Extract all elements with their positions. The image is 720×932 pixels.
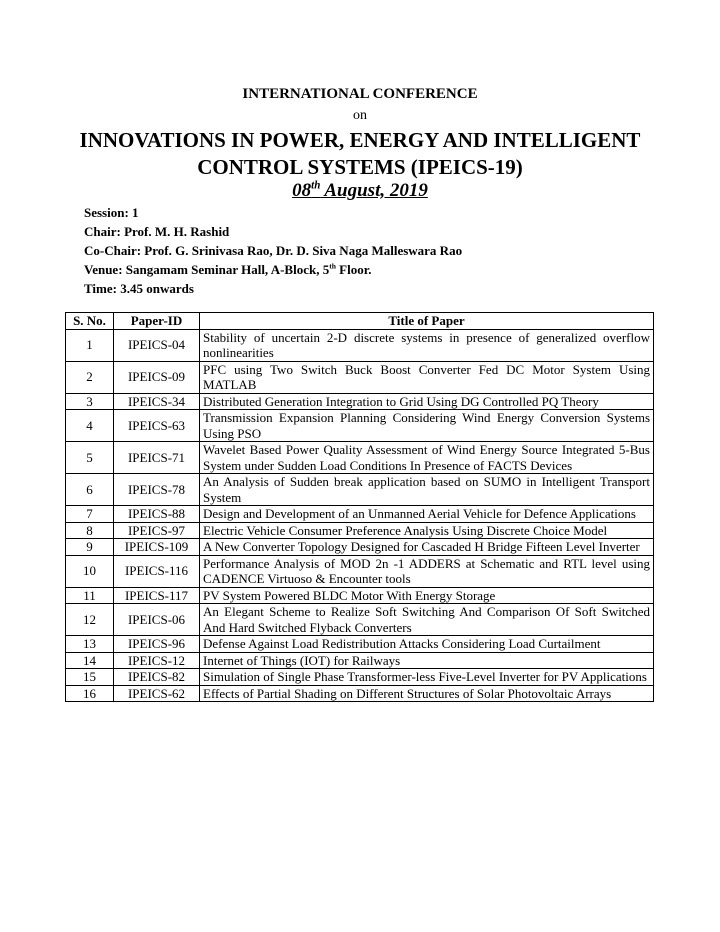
- cell-title: Electric Vehicle Consumer Preference Analysis Using Discrete Choice Model: [200, 522, 654, 539]
- cell-sno: 7: [66, 506, 114, 523]
- cell-title: A New Converter Topology Designed for Cascaded H Bridge Fifteen Level Inverter: [200, 539, 654, 556]
- cell-sno: 4: [66, 410, 114, 442]
- cell-paper-id: IPEICS-06: [114, 604, 200, 636]
- cell-paper-id: IPEICS-78: [114, 474, 200, 506]
- table-row: [66, 474, 654, 506]
- table-row: [66, 506, 654, 523]
- cell-sno: 14: [66, 652, 114, 669]
- table-row: [66, 604, 654, 636]
- table-row: [66, 685, 654, 702]
- venue-suffix: Floor.: [335, 262, 372, 277]
- table-row: [66, 555, 654, 587]
- cell-title: Effects of Partial Shading on Different Structures of Solar Photovoltaic Arrays: [200, 685, 654, 702]
- header-paper-id: Paper-ID: [114, 313, 200, 330]
- conference-date: [0, 180, 720, 202]
- table-row: [66, 361, 654, 393]
- cell-paper-id: IPEICS-97: [114, 522, 200, 539]
- cell-paper-id: IPEICS-117: [114, 587, 200, 604]
- conference-label: INTERNATIONAL CONFERENCE: [242, 86, 478, 102]
- cell-title: Stability of uncertain 2-D discrete systems in presence of generalized overflow nonlinearities: [200, 329, 654, 361]
- cell-title: Wavelet Based Power Quality Assessment of Wind Energy Source Integrated 5-Bus System under Sudden Load Conditions In Presence of FACTS Devices: [200, 442, 654, 474]
- cell-paper-id: IPEICS-96: [114, 636, 200, 653]
- cell-sno: 10: [66, 555, 114, 587]
- cell-sno: 15: [66, 669, 114, 686]
- table-row: [66, 329, 654, 361]
- table-row: [66, 636, 654, 653]
- table-row: [66, 669, 654, 686]
- cell-title: An Analysis of Sudden break application based on SUMO in Intelligent Transport System: [200, 474, 654, 506]
- cell-title: Internet of Things (IOT) for Railways: [200, 652, 654, 669]
- date-month-year: August, 2019: [320, 180, 428, 201]
- cell-paper-id: IPEICS-09: [114, 361, 200, 393]
- cell-paper-id: IPEICS-116: [114, 555, 200, 587]
- cell-paper-id: IPEICS-63: [114, 410, 200, 442]
- cell-paper-id: IPEICS-71: [114, 442, 200, 474]
- cell-paper-id: IPEICS-82: [114, 669, 200, 686]
- session-chair: Chair: Prof. M. H. Rashid: [84, 224, 230, 239]
- cell-paper-id: IPEICS-12: [114, 652, 200, 669]
- cell-sno: 8: [66, 522, 114, 539]
- cell-sno: 6: [66, 474, 114, 506]
- date-day: 08: [292, 180, 312, 201]
- venue-superscript: th: [329, 261, 336, 271]
- cell-paper-id: IPEICS-04: [114, 329, 200, 361]
- cell-title: Distributed Generation Integration to Grid Using DG Controlled PQ Theory: [200, 393, 654, 410]
- venue-prefix: Venue: Sangamam Seminar Hall, A-Block, 5: [84, 262, 330, 277]
- cell-sno: 13: [66, 636, 114, 653]
- conference-title-line1: INNOVATIONS IN POWER, ENERGY AND INTELLIGENT: [79, 128, 641, 152]
- cell-sno: 16: [66, 685, 114, 702]
- header-title: Title of Paper: [200, 313, 654, 330]
- cell-sno: 1: [66, 329, 114, 361]
- cell-title: An Elegant Scheme to Realize Soft Switching And Comparison Of Soft Switched And Hard Switched Flyback Converters: [200, 604, 654, 636]
- table-row: [66, 442, 654, 474]
- session-cochair: Co-Chair: Prof. G. Srinivasa Rao, Dr. D. Siva Naga Malleswara Rao: [84, 243, 463, 258]
- date-superscript: th: [311, 179, 321, 192]
- header-sno: S. No.: [66, 313, 114, 330]
- cell-title: Transmission Expansion Planning Considering Wind Energy Conversion Systems Using PSO: [200, 410, 654, 442]
- cell-title: PV System Powered BLDC Motor With Energy Storage: [200, 587, 654, 604]
- conference-on: on: [353, 108, 367, 123]
- cell-sno: 11: [66, 587, 114, 604]
- table-header-row: [66, 313, 654, 330]
- cell-title: Performance Analysis of MOD 2n -1 ADDERS at Schematic and RTL level using CADENCE Virtuoso & Encounter tools: [200, 555, 654, 587]
- table-row: [66, 393, 654, 410]
- session-time: Time: 3.45 onwards: [84, 281, 194, 296]
- cell-title: Defense Against Load Redistribution Attacks Considering Load Curtailment: [200, 636, 654, 653]
- cell-paper-id: IPEICS-88: [114, 506, 200, 523]
- cell-sno: 5: [66, 442, 114, 474]
- cell-paper-id: IPEICS-109: [114, 539, 200, 556]
- table-row: [66, 410, 654, 442]
- conference-title-line2: CONTROL SYSTEMS (IPEICS-19): [197, 155, 523, 179]
- cell-title: Simulation of Single Phase Transformer-less Five-Level Inverter for PV Applications: [200, 669, 654, 686]
- cell-sno: 3: [66, 393, 114, 410]
- cell-title: PFC using Two Switch Buck Boost Converter Fed DC Motor System Using MATLAB: [200, 361, 654, 393]
- cell-sno: 2: [66, 361, 114, 393]
- cell-sno: 12: [66, 604, 114, 636]
- cell-paper-id: IPEICS-34: [114, 393, 200, 410]
- cell-title: Design and Development of an Unmanned Aerial Vehicle for Defence Applications: [200, 506, 654, 523]
- cell-sno: 9: [66, 539, 114, 556]
- table-body: [66, 329, 654, 702]
- papers-table: [65, 312, 654, 702]
- table-row: [66, 539, 654, 556]
- session-number: Session: 1: [84, 205, 139, 220]
- table-row: [66, 652, 654, 669]
- table-row: [66, 587, 654, 604]
- cell-paper-id: IPEICS-62: [114, 685, 200, 702]
- table-row: [66, 522, 654, 539]
- session-venue: [84, 262, 372, 278]
